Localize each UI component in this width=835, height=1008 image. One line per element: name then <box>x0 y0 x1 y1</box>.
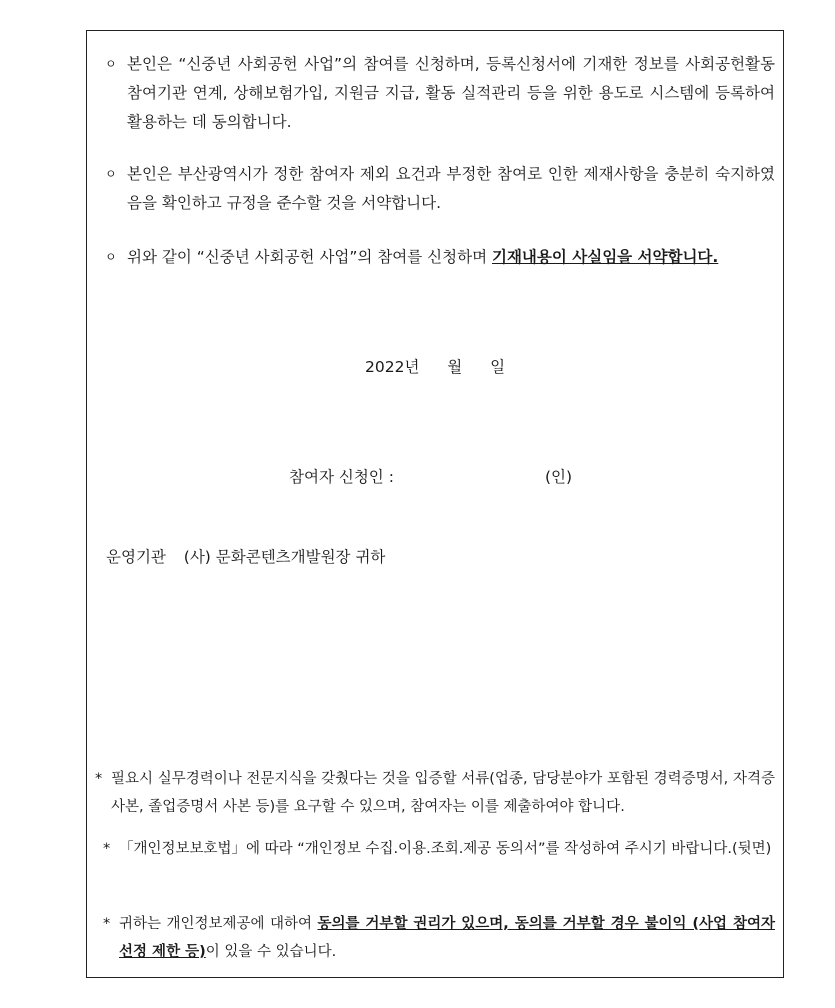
note-3 <box>103 910 775 966</box>
date-day: 일 <box>490 358 506 376</box>
consent-item-3-text <box>105 243 775 272</box>
bullet-mark: ㅇ <box>105 57 117 71</box>
note-2 <box>103 835 775 863</box>
note-mark: * <box>95 771 103 787</box>
consent-item-2 <box>105 160 775 218</box>
note-1-text: 필요시 실무경력이나 전문지식을 갖췄다는 것을 입증할 서류(업종, 담당분야가 포함된 경력증명서, 자격증 사본, 졸업증명서 사본 등)를 요구할 수 있으며, 참여자는 이를 제출하여야 합니다. <box>111 771 775 815</box>
note-2-text: 「개인정보보호법」에 따라 “개인정보 수집.이용.조회.제공 동의서”를 작성하여 주시기 바랍니다.(뒷면) <box>119 841 772 857</box>
date-line <box>365 355 505 377</box>
consent-item-3-emphasis: 기재내용이 사실임을 서약합니다. <box>491 248 719 266</box>
note-3-emphasis: 동의를 거부할 권리가 있으며, 동의를 거부할 경우 불이익 (사업 참여자 선정 제한 등) <box>119 916 775 960</box>
note-3-text <box>103 910 775 966</box>
consent-item-2-text: 본인은 부산광역시가 정한 참여자 제외 요건과 부정한 참여로 인한 제재사항을 충분히 숙지하였음을 확인하고 규정을 준수할 것을 서약합니다. <box>127 165 775 212</box>
signature-seal: (인) <box>545 468 573 486</box>
addressee-org-label: 운영기관 <box>106 548 166 566</box>
addressee-line <box>106 545 385 567</box>
bullet-mark: ㅇ <box>105 167 117 181</box>
note-1 <box>95 765 775 821</box>
consent-item-1 <box>105 50 775 137</box>
consent-item-1-text: 본인은 “신중년 사회공헌 사업”의 참여를 신청하며, 등록신청서에 기재한 정보를 사회공헌활동 참여기관 연계, 상해보험가입, 지원금 지급, 활동 실적관리 등을 위한 용도로 시스템에 등록하여 활용하는 데 동의합니다. <box>127 55 775 131</box>
note-3-tail: 이 있을 수 있습니다. <box>205 944 337 960</box>
note-mark: * <box>103 841 111 857</box>
signature-label: 참여자 신청인 : <box>289 468 394 486</box>
note-mark: * <box>103 916 111 932</box>
date-year: 2022년 <box>365 358 420 376</box>
date-month: 월 <box>447 358 463 376</box>
consent-item-3 <box>105 243 775 272</box>
consent-item-3-plain: 위와 같이 “신중년 사회공헌 사업”의 참여를 신청하며 <box>127 248 492 266</box>
bullet-mark: ㅇ <box>105 250 117 264</box>
addressee-org-name: (사) 문화콘텐츠개발원장 귀하 <box>183 548 386 566</box>
note-3-plain: 귀하는 개인정보제공에 대하여 <box>119 916 318 932</box>
